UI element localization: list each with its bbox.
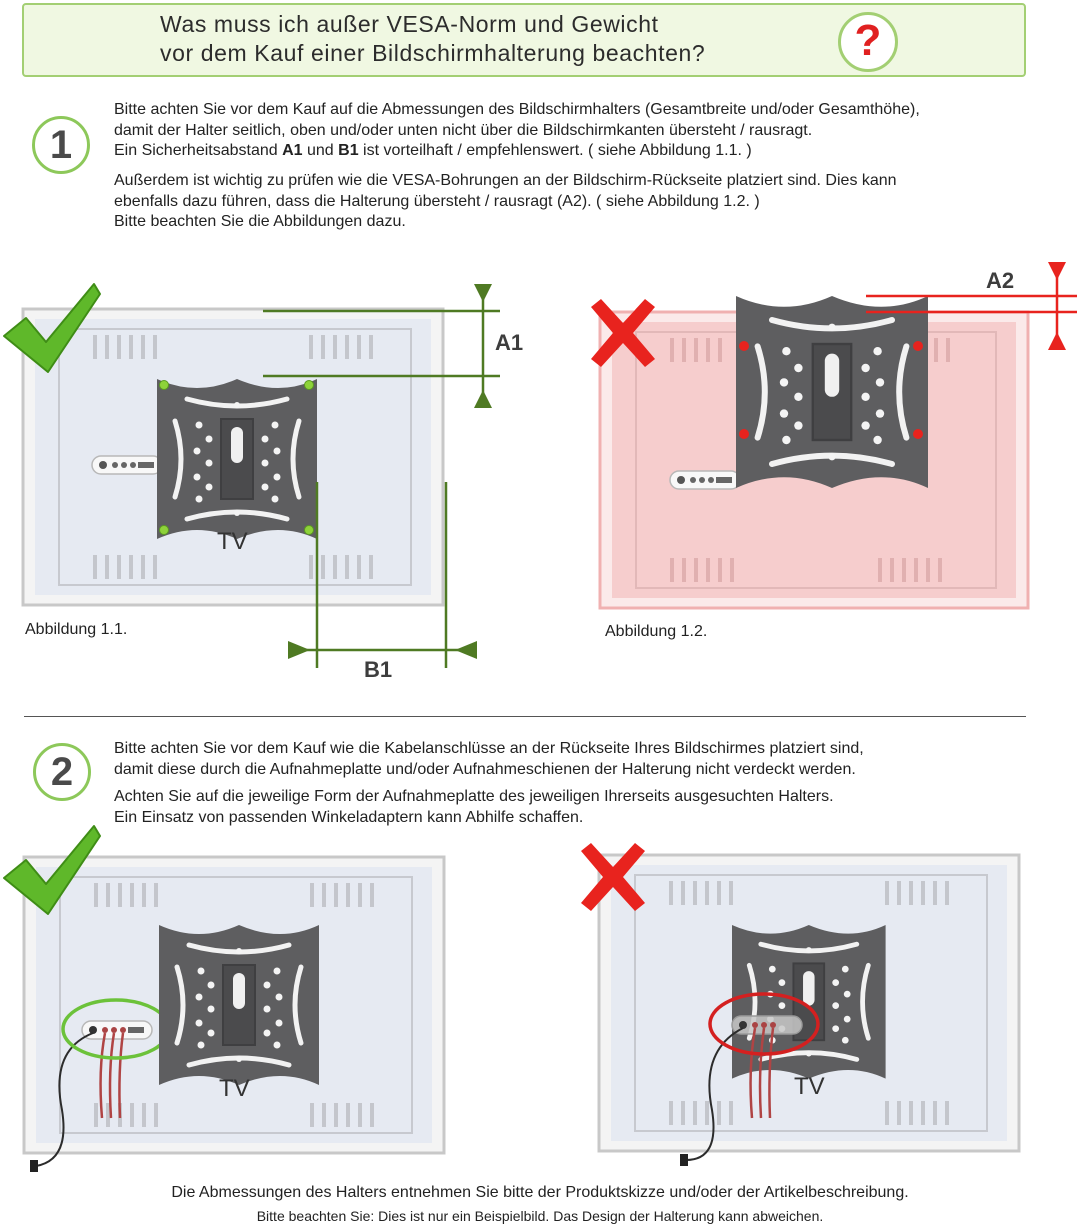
- question-mark-icon: ?: [838, 12, 898, 72]
- section2-number-badge: 2: [33, 743, 91, 801]
- figure-2-right-tv-label: TV: [794, 1073, 825, 1100]
- section1-p2-line2: ebenfalls dazu führen, dass die Halterung übersteht / rausragt (A2). ( siehe Abbildung 1.2. ): [114, 192, 760, 210]
- section1-p2-line1: Außerdem ist wichtig zu prüfen wie die VESA-Bohrungen an der Bildschirm-Rückseite platziert sind. Dies kann: [114, 172, 897, 189]
- section1-p1-line3-e: ist vorteilhaft / empfehlenswert. ( siehe Abbildung 1.1. ): [358, 142, 752, 159]
- section2-p2-line1: Achten Sie auf die jeweilige Form der Aufnahmeplatte des jeweiligen Ihrerseits ausgesuchten Halters.: [114, 788, 834, 805]
- figure-1-1-tv-label: TV: [217, 528, 248, 555]
- figure-1-2-caption: Abbildung 1.2.: [605, 623, 708, 640]
- section2-p1-line2: damit diese durch die Aufnahmeplatte und/oder Aufnahmeschienen der Halterung nicht verdeckt werden.: [114, 760, 856, 778]
- footer-note: Die Abmessungen des Halters entnehmen Sie bitte der Produktskizze und/oder der Artikelbeschreibung.: [171, 1184, 909, 1201]
- figure-2-right-connector-panel: [732, 1016, 802, 1034]
- figure-1-1-caption: Abbildung 1.1.: [25, 621, 128, 638]
- footer-disclaimer: Bitte beachten Sie: Dies ist nur ein Beispielbild. Das Design der Halterung kann abweichen.: [256, 1208, 824, 1224]
- header-title-line1: Was muss ich außer VESA-Norm und Gewicht: [160, 11, 659, 37]
- section1-p1-line3-a: Ein Sicherheitsabstand: [114, 142, 283, 159]
- section1-p1-a1-bold: A1: [282, 142, 303, 159]
- header-title-line2: vor dem Kauf einer Bildschirmhalterung beachten?: [160, 40, 706, 66]
- section1-number-badge: 1: [32, 116, 90, 174]
- figure-2-right-mount-plate: [732, 925, 886, 1079]
- section1-p2-line3: Bitte beachten Sie die Abbildungen dazu.: [114, 213, 406, 230]
- section1-p1-line3-c: und: [302, 142, 339, 159]
- section1-p1-line1: Bitte achten Sie vor dem Kauf auf die Abmessungen des Bildschirmhalters (Gesamtbreite und/oder Gesamthöhe),: [114, 101, 920, 118]
- section1-p1-b1-bold: B1: [338, 142, 359, 159]
- section2-p2-line2: Ein Einsatz von passenden Winkeladaptern kann Abhilfe schaffen.: [114, 808, 584, 826]
- figure-2-left-tv-label: TV: [219, 1075, 250, 1102]
- dimension-b1-label: B1: [364, 657, 393, 682]
- dimension-a1-label: A1: [495, 330, 524, 355]
- section2-p1-line1: Bitte achten Sie vor dem Kauf wie die Kabelanschlüsse an der Rückseite Ihres Bildschirmes platziert sind,: [114, 740, 864, 757]
- dimension-a2-label: A2: [986, 268, 1015, 293]
- section1-p1-line2: damit der Halter seitlich, oben und/oder unten nicht über die Bildschirmkanten übersteht / rausragt.: [114, 121, 813, 139]
